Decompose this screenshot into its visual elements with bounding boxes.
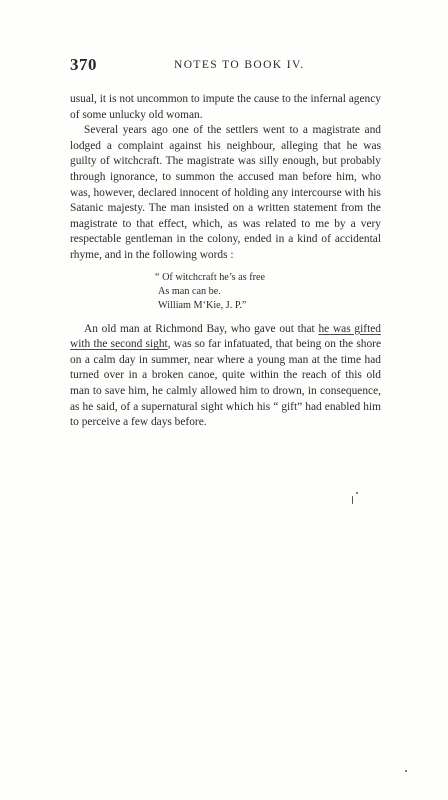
paragraph-second-sight-start: An old man at Richmond Bay, who gave out that bbox=[84, 322, 319, 335]
rhyme-line-3: William M‘Kie, J. P.” bbox=[158, 299, 247, 311]
page-header bbox=[70, 55, 380, 75]
page-number: 370 bbox=[70, 55, 97, 74]
paper-speck bbox=[405, 770, 407, 772]
paper-speck bbox=[356, 492, 358, 494]
paragraph-second-sight bbox=[70, 322, 381, 431]
paper-speck bbox=[352, 496, 353, 504]
paragraph-continued: usual, it is not uncommon to impute the cause to the infernal agency of some unlucky old woman. bbox=[70, 93, 381, 121]
page-body bbox=[70, 92, 381, 431]
underlined-phrase: he was gifted with the second sight bbox=[70, 322, 381, 351]
rhyme-quote bbox=[155, 271, 381, 313]
rhyme-line-2: As man can be. bbox=[158, 285, 221, 297]
paragraph-witchcraft-complaint: Several years ago one of the settlers went to a magistrate and lodged a complaint against his neighbour, alleging that he was guilty of witchcraft. The magistrate was silly enough, but probably through ignorance, to summon the accused man before him, who was, however, declared innocent of holding any intercourse with his Satanic majesty. The man insisted on a written statement from the magistrate to that effect, which, as was related to me by a very respectable gentleman in the colony, ended in a kind of accidental rhyme, and in the following words : bbox=[70, 124, 381, 261]
running-head: NOTES TO BOOK IV. bbox=[174, 59, 305, 71]
rhyme-line-1: “ Of witchcraft he’s as free bbox=[155, 271, 266, 283]
paragraph-second-sight-rest: , was so far infatuated, that being on the shore on a calm day in summer, near where a young man at the time had turned over in a broken canoe, quite within the reach of this old man to save him, he calmly allowed him to drown, in consequence, as he said, of a supernatural sight which his “ gift” had enabled him to perceive a few days before. bbox=[70, 338, 382, 429]
